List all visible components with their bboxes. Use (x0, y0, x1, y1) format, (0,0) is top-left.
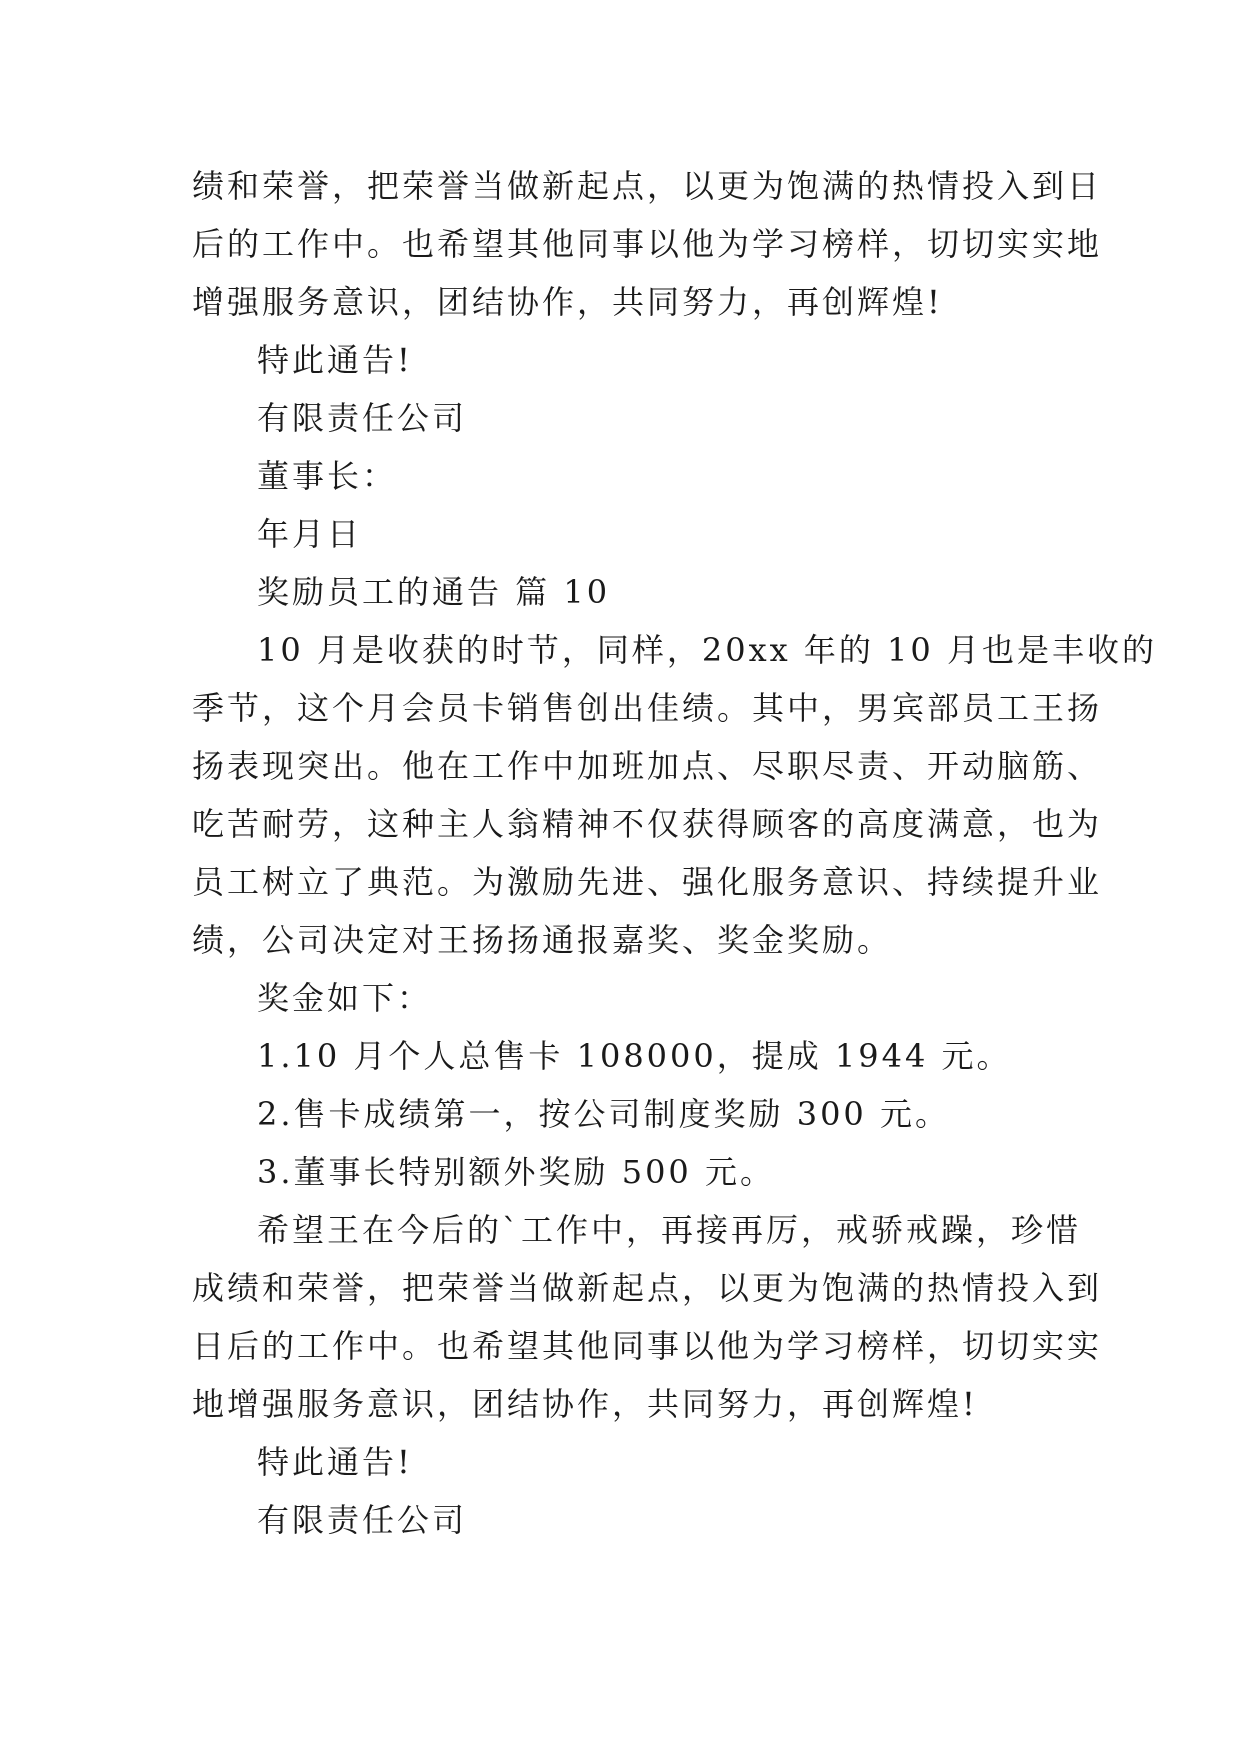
notice-closing: 特此通告! (257, 341, 413, 379)
text-line: 后的工作中。也希望其他同事以他为学习榜样，切切实实地 (192, 225, 1103, 263)
bonus-item: 1.10 月个人总售卡 108000，提成 1944 元。 (257, 1037, 1012, 1075)
text-line: 希望王在今后的`工作中，再接再厉，戒骄戒躁，珍惜 (257, 1211, 1082, 1249)
text-line: 扬表现突出。他在工作中加班加点、尽职尽责、开动脑筋、 (192, 747, 1103, 785)
company-name: 有限责任公司 (257, 399, 468, 437)
text-line: 吃苦耐劳，这种主人翁精神不仅获得顾客的高度满意，也为 (192, 805, 1103, 843)
chairman-signature: 董事长： (257, 457, 398, 495)
bonus-heading: 奖金如下： (257, 979, 433, 1017)
date-line: 年月日 (257, 515, 363, 553)
text-line: 员工树立了典范。为激励先进、强化服务意识、持续提升业 (192, 863, 1103, 901)
text-line: 成绩和荣誉，把荣誉当做新起点，以更为饱满的热情投入到 (192, 1269, 1103, 1307)
text-line: 地增强服务意识，团结协作，共同努力，再创辉煌! (192, 1385, 978, 1423)
bonus-item: 3.董事长特别额外奖励 500 元。 (257, 1153, 775, 1191)
notice-closing: 特此通告! (257, 1443, 413, 1481)
text-line: 季节，这个月会员卡销售创出佳绩。其中，男宾部员工王扬 (192, 689, 1103, 727)
text-line: 绩，公司决定对王扬扬通报嘉奖、奖金奖励。 (192, 921, 893, 959)
bonus-item: 2.售卡成绩第一，按公司制度奖励 300 元。 (257, 1095, 950, 1133)
company-name: 有限责任公司 (257, 1501, 468, 1539)
section-title: 奖励员工的通告 篇 10 (257, 573, 611, 611)
text-line: 绩和荣誉，把荣誉当做新起点，以更为饱满的热情投入到日 (192, 167, 1103, 205)
text-line: 日后的工作中。也希望其他同事以他为学习榜样，切切实实 (192, 1327, 1103, 1365)
text-line: 10 月是收获的时节，同样，20xx 年的 10 月也是丰收的 (257, 631, 1157, 669)
text-line: 增强服务意识，团结协作，共同努力，再创辉煌! (192, 283, 943, 321)
